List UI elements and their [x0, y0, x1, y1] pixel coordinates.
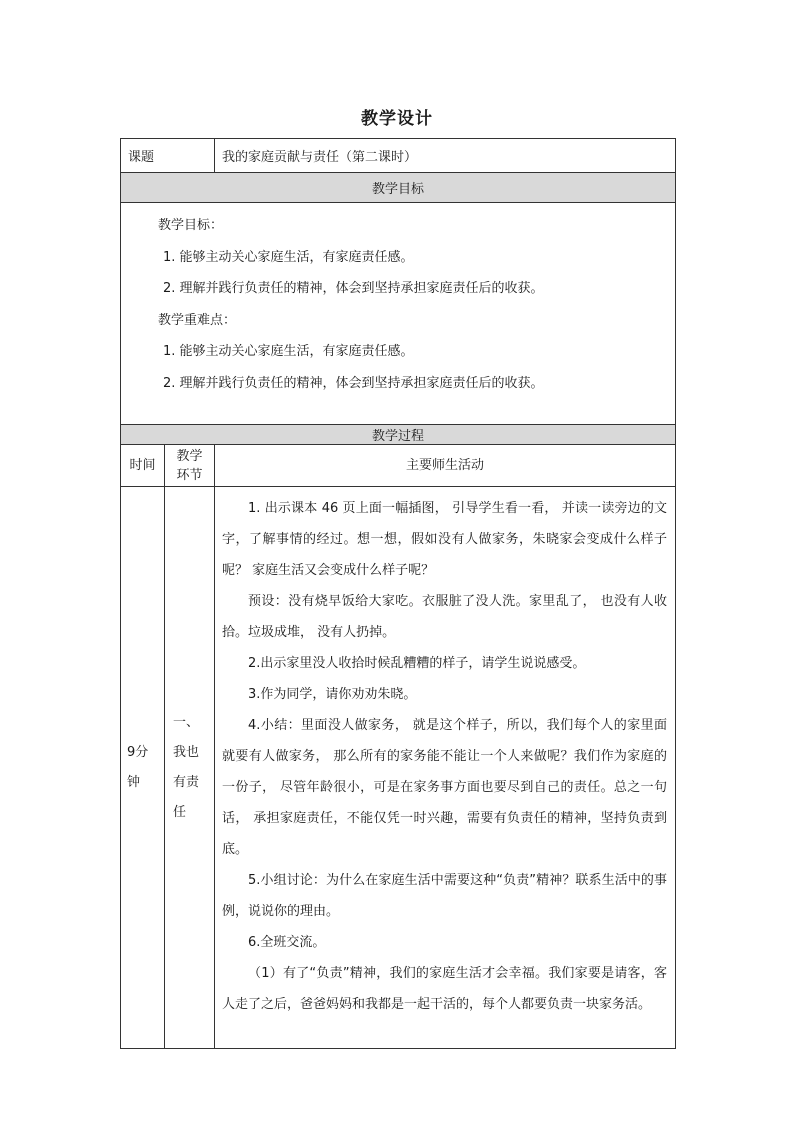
key-points-heading: 教学重难点： [158, 312, 237, 328]
activity-paragraph: 1. 出示课本 46 页上面一幅插图， 引导学生看一看， 并读一读旁边的文字，了解事情的经过。想一想，假如没有人做家务，朱晓家会变成什么样子呢？ 家庭生活又会变成什么样子呢？ [222, 501, 668, 578]
column-header-row [121, 445, 676, 487]
column-section-line: 教学 [176, 448, 203, 464]
activity-paragraph: 5.小组讨论：为什么在家庭生活中需要这种“负责”精神？联系生活中的事例，说说你的理由。 [222, 873, 668, 919]
activity-paragraph: 6.全班交流。 [248, 935, 326, 950]
column-section [165, 445, 215, 487]
activity-paragraph: 预设：没有烧早饭给大家吃。衣服脏了没人洗。家里乱了， 也没有人收拾。垃圾成堆， 没有人扔掉。 [222, 594, 668, 640]
column-activities: 主要师生活动 [215, 445, 676, 487]
lesson-row [121, 139, 676, 173]
time-cell [121, 487, 165, 1049]
activities-cell [215, 487, 676, 1049]
activity-paragraph: 4.小结：里面没人做家务， 就是这个样子，所以，我们每个人的家里面就要有人做家务， 那么所有的家务能不能让一个人来做呢？我们作为家庭的一份子， 尽管年龄很小，可是在家务事方面也要尽到自己的责任。总之一句话， 承担家庭责任，不能仅凭一时兴趣，需要有负责任的精神，坚持负责到底。 [222, 718, 668, 857]
column-time: 时间 [121, 445, 165, 487]
objectives-header: 教学目标 [121, 173, 676, 203]
process-header: 教学过程 [121, 425, 676, 445]
document-title: 教学设计 [361, 109, 433, 129]
objectives-block [121, 203, 676, 425]
time-line: 9分 [127, 744, 149, 760]
section-line: 有责 [173, 774, 200, 790]
activity-paragraph: 3.作为同学，请你劝劝朱晓。 [248, 687, 417, 702]
key-point-item: 1. 能够主动关心家庭生活，有家庭责任感。 [163, 344, 414, 359]
objective-item: 1. 能够主动关心家庭生活，有家庭责任感。 [163, 249, 414, 265]
activity-row [121, 487, 676, 1049]
lesson-title: 我的家庭贡献与责任（第二课时） [215, 139, 676, 173]
objectives-heading: 教学目标： [158, 218, 224, 233]
activity-paragraph: （1）有了“负责”精神，我们的家庭生活才会幸福。我们家要是请客，客人走了之后，爸爸妈妈和我都是一起干活的，每个人都要负责一块家务活。 [222, 966, 668, 1012]
time-line: 钟 [127, 774, 141, 790]
key-point-item: 2. 理解并践行负责任的精神，体会到坚持承担家庭责任后的收获。 [163, 375, 544, 391]
section-line: 一、 [173, 714, 200, 730]
lesson-label: 课题 [121, 139, 215, 173]
activity-paragraph: 2.出示家里没人收拾时候乱糟糟的样子，请学生说说感受。 [248, 656, 586, 671]
section-line: 任 [173, 804, 187, 820]
column-section-line: 环节 [176, 467, 203, 483]
section-line: 我也 [173, 744, 200, 760]
objective-item: 2. 理解并践行负责任的精神，体会到坚持承担家庭责任后的收获。 [163, 281, 544, 296]
section-cell [165, 487, 215, 1049]
lesson-plan-table [120, 138, 676, 1049]
